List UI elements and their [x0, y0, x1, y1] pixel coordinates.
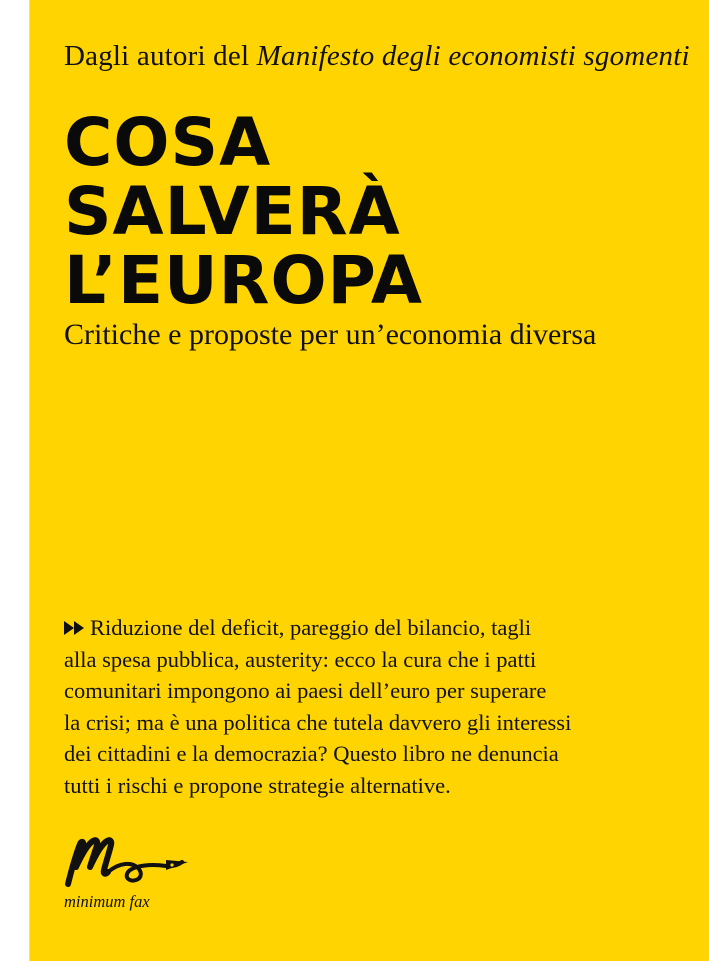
- blurb-line: la crisi; ma è una politica che tutela davvero gli interessi: [64, 709, 572, 735]
- title-line: L’EUROPA: [64, 242, 423, 319]
- blurb-line: tutti i rischi e propone strategie alternative.: [64, 772, 451, 798]
- authors-line: [64, 40, 690, 73]
- blurb-line: dei cittadini e la democrazia? Questo libro ne denuncia: [64, 741, 559, 766]
- book-subtitle: Critiche e proposte per un’economia diversa: [64, 318, 597, 351]
- title-line: SALVERÀ: [64, 173, 401, 250]
- publisher-name: minimum fax: [64, 892, 150, 911]
- blurb-line-text: Riduzione del deficit, pareggio del bilancio, tagli: [90, 615, 532, 640]
- blurb-line: alla spesa pubblica, austerity: ecco la cura che i patti: [64, 646, 537, 672]
- authors-prefix: Dagli autori del: [64, 40, 257, 72]
- blurb: [64, 612, 664, 801]
- title-line: COSA: [64, 104, 272, 181]
- book-title: [64, 104, 423, 319]
- blurb-line: comunitari impongono ai paesi dell’euro per superare: [64, 678, 547, 703]
- authors-work-title: Manifesto degli economisti sgomenti: [256, 40, 690, 72]
- blurb-line: [64, 612, 664, 644]
- double-arrow-right-icon: [64, 613, 86, 629]
